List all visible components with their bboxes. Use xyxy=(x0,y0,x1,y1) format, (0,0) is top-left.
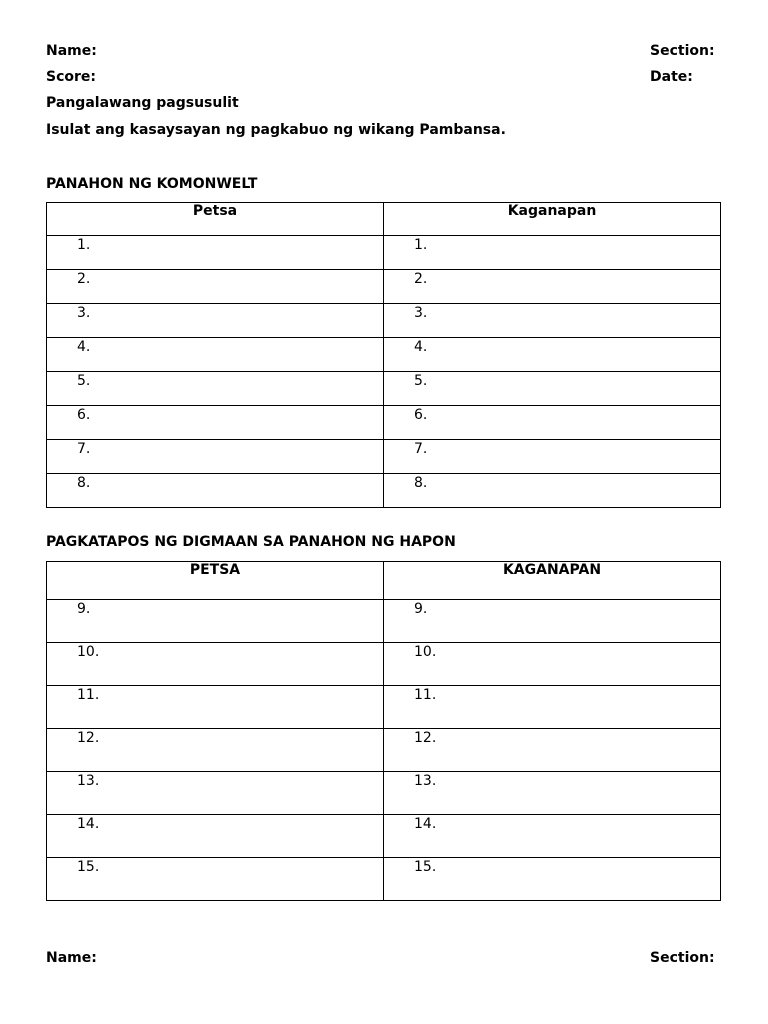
kaganapan-cell[interactable] xyxy=(384,406,721,440)
kaganapan-cell[interactable] xyxy=(384,270,721,304)
table-row xyxy=(47,338,721,372)
column-header-petsa: PETSA xyxy=(47,562,384,600)
score-label: Score: xyxy=(46,69,96,85)
petsa-cell[interactable] xyxy=(47,729,384,772)
test-title: Pangalawang pagsusulit xyxy=(46,95,239,111)
petsa-cell[interactable] xyxy=(47,474,384,508)
table-row xyxy=(47,474,721,508)
item-number: 14. xyxy=(414,816,437,832)
item-number: 2. xyxy=(77,271,91,287)
item-number: 15. xyxy=(77,859,100,875)
item-number: 7. xyxy=(77,441,91,457)
kaganapan-cell[interactable] xyxy=(384,338,721,372)
table-row xyxy=(47,643,721,686)
item-number: 3. xyxy=(414,305,428,321)
petsa-cell[interactable] xyxy=(47,338,384,372)
item-number: 4. xyxy=(77,339,91,355)
table-row xyxy=(47,858,721,901)
petsa-cell[interactable] xyxy=(47,440,384,474)
item-number: 10. xyxy=(77,644,100,660)
table-row xyxy=(47,372,721,406)
item-number: 6. xyxy=(414,407,428,423)
kaganapan-cell[interactable] xyxy=(384,729,721,772)
table-row xyxy=(47,406,721,440)
petsa-cell[interactable] xyxy=(47,858,384,901)
footer-name-label: Name: xyxy=(46,950,97,966)
kaganapan-cell[interactable] xyxy=(384,372,721,406)
petsa-cell[interactable] xyxy=(47,236,384,270)
kaganapan-cell[interactable] xyxy=(384,600,721,643)
table-row xyxy=(47,600,721,643)
footer-section-label: Section: xyxy=(650,950,715,966)
kaganapan-cell[interactable] xyxy=(384,815,721,858)
petsa-cell[interactable] xyxy=(47,815,384,858)
kaganapan-cell[interactable] xyxy=(384,236,721,270)
part1-heading: PANAHON NG KOMONWELT xyxy=(46,176,258,192)
item-number: 13. xyxy=(414,773,437,789)
table-row xyxy=(47,729,721,772)
item-number: 13. xyxy=(77,773,100,789)
item-number: 8. xyxy=(77,475,91,491)
item-number: 4. xyxy=(414,339,428,355)
kaganapan-cell[interactable] xyxy=(384,474,721,508)
item-number: 12. xyxy=(77,730,100,746)
petsa-cell[interactable] xyxy=(47,304,384,338)
item-number: 14. xyxy=(77,816,100,832)
petsa-cell[interactable] xyxy=(47,270,384,304)
item-number: 9. xyxy=(414,601,428,617)
kaganapan-cell[interactable] xyxy=(384,772,721,815)
table-row xyxy=(47,440,721,474)
table-row xyxy=(47,270,721,304)
table-header-row xyxy=(47,562,721,600)
part2-heading: PAGKATAPOS NG DIGMAAN SA PANAHON NG HAPON xyxy=(46,534,456,550)
komonwelt-table xyxy=(46,202,721,508)
table-header-row xyxy=(47,203,721,236)
item-number: 8. xyxy=(414,475,428,491)
item-number: 9. xyxy=(77,601,91,617)
item-number: 1. xyxy=(414,237,428,253)
date-label: Date: xyxy=(650,69,693,85)
petsa-cell[interactable] xyxy=(47,643,384,686)
item-number: 7. xyxy=(414,441,428,457)
table-row xyxy=(47,304,721,338)
item-number: 3. xyxy=(77,305,91,321)
item-number: 11. xyxy=(414,687,437,703)
petsa-cell[interactable] xyxy=(47,600,384,643)
petsa-cell[interactable] xyxy=(47,372,384,406)
item-number: 5. xyxy=(77,373,91,389)
kaganapan-cell[interactable] xyxy=(384,643,721,686)
item-number: 1. xyxy=(77,237,91,253)
kaganapan-cell[interactable] xyxy=(384,858,721,901)
kaganapan-cell[interactable] xyxy=(384,304,721,338)
hapon-table xyxy=(46,561,721,901)
table-row xyxy=(47,236,721,270)
column-header-kaganapan: KAGANAPAN xyxy=(384,562,721,600)
item-number: 12. xyxy=(414,730,437,746)
instruction-text: Isulat ang kasaysayan ng pagkabuo ng wikang Pambansa. xyxy=(46,122,506,138)
kaganapan-cell[interactable] xyxy=(384,440,721,474)
table-row xyxy=(47,772,721,815)
name-label: Name: xyxy=(46,43,97,59)
item-number: 15. xyxy=(414,859,437,875)
column-header-petsa: Petsa xyxy=(47,203,384,236)
section-label: Section: xyxy=(650,43,715,59)
item-number: 6. xyxy=(77,407,91,423)
item-number: 5. xyxy=(414,373,428,389)
table-row xyxy=(47,686,721,729)
petsa-cell[interactable] xyxy=(47,686,384,729)
petsa-cell[interactable] xyxy=(47,772,384,815)
petsa-cell[interactable] xyxy=(47,406,384,440)
item-number: 2. xyxy=(414,271,428,287)
item-number: 10. xyxy=(414,644,437,660)
kaganapan-cell[interactable] xyxy=(384,686,721,729)
item-number: 11. xyxy=(77,687,100,703)
column-header-kaganapan: Kaganapan xyxy=(384,203,721,236)
table-row xyxy=(47,815,721,858)
